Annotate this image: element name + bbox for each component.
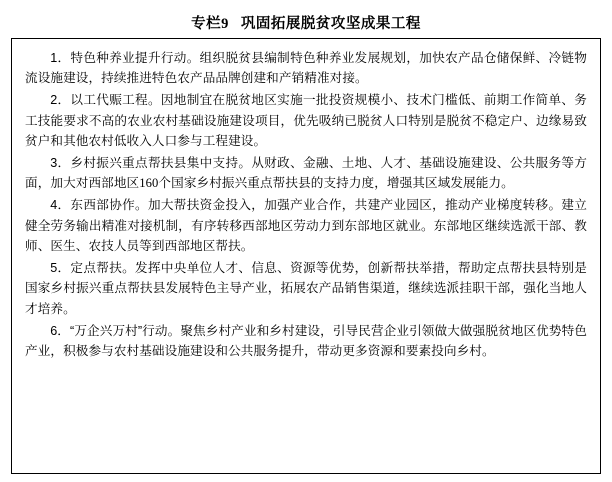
paragraph-1-text: 组织脱贫县编制特色种养业发展规划，加快农产品仓储保鲜、冷链物流设施建设，持续推进特色农产品品牌创建和产销精准对接。 [25, 51, 587, 86]
paragraph-5 [25, 258, 587, 319]
paragraph-5-lead: 5．定点帮扶。 [50, 261, 136, 276]
paragraph-3-text: 从财政、金融、土地、人才、基础设施建设、公共服务等方面，加大对西部地区160个国家乡村振兴重点帮扶县的支持力度，增强其区域发展能力。 [25, 156, 587, 191]
content-box [11, 38, 601, 474]
paragraph-2-text: 因地制宜在脱贫地区实施一批投资规模小、技术门槛低、前期工作简单、务工技能要求不高的农业农村基础设施建设项目，优先吸纳已脱贫人口特别是脱贫不稳定户、边缘易致贫户和其他农村低收入人口参与工程建设。 [25, 93, 587, 149]
page-title [0, 0, 612, 43]
paragraph-1-lead: 1．特色种养业提升行动。 [50, 51, 200, 65]
paragraph-2-lead: 2．以工代赈工程。 [50, 93, 161, 108]
paragraph-4-lead: 4．东西部协作。 [50, 198, 148, 213]
paragraph-4-text: 加大帮扶资金投入，加强产业合作，共建产业园区，推动产业梯度转移。建立健全劳务输出精准对接机制，有序转移西部地区劳动力到东部地区就业。东部地区继续选派干部、教师、医生、农技人员等到西部地区帮扶。 [25, 198, 587, 254]
paragraph-4 [25, 195, 587, 256]
paragraph-5-text: 发挥中央单位人才、信息、资源等优势，创新帮扶举措，帮助定点帮扶县特别是国家乡村振兴重点帮扶县发展特色主导产业，拓展农产品销售渠道，继续选派挂职干部，强化当地人才培养。 [25, 261, 587, 316]
paragraph-3-lead: 3．乡村振兴重点帮扶县集中支持。 [50, 156, 252, 171]
paragraph-6-text: 聚焦乡村产业和乡村建设，引导民营企业引领做大做强脱贫地区优势特色产业，积极参与农村基础设施建设和公共服务提升，带动更多资源和要素投向乡村。 [25, 323, 587, 359]
box-number-label: 专栏9 [191, 16, 229, 32]
paragraph-6 [25, 321, 587, 362]
box-title-text: 巩固拓展脱贫攻坚成果工程 [240, 16, 421, 32]
paragraph-2 [25, 90, 587, 151]
paragraph-1 [25, 48, 587, 89]
paragraph-3 [25, 153, 587, 194]
paragraph-6-lead: 6．“万企兴万村”行动。 [50, 323, 181, 338]
